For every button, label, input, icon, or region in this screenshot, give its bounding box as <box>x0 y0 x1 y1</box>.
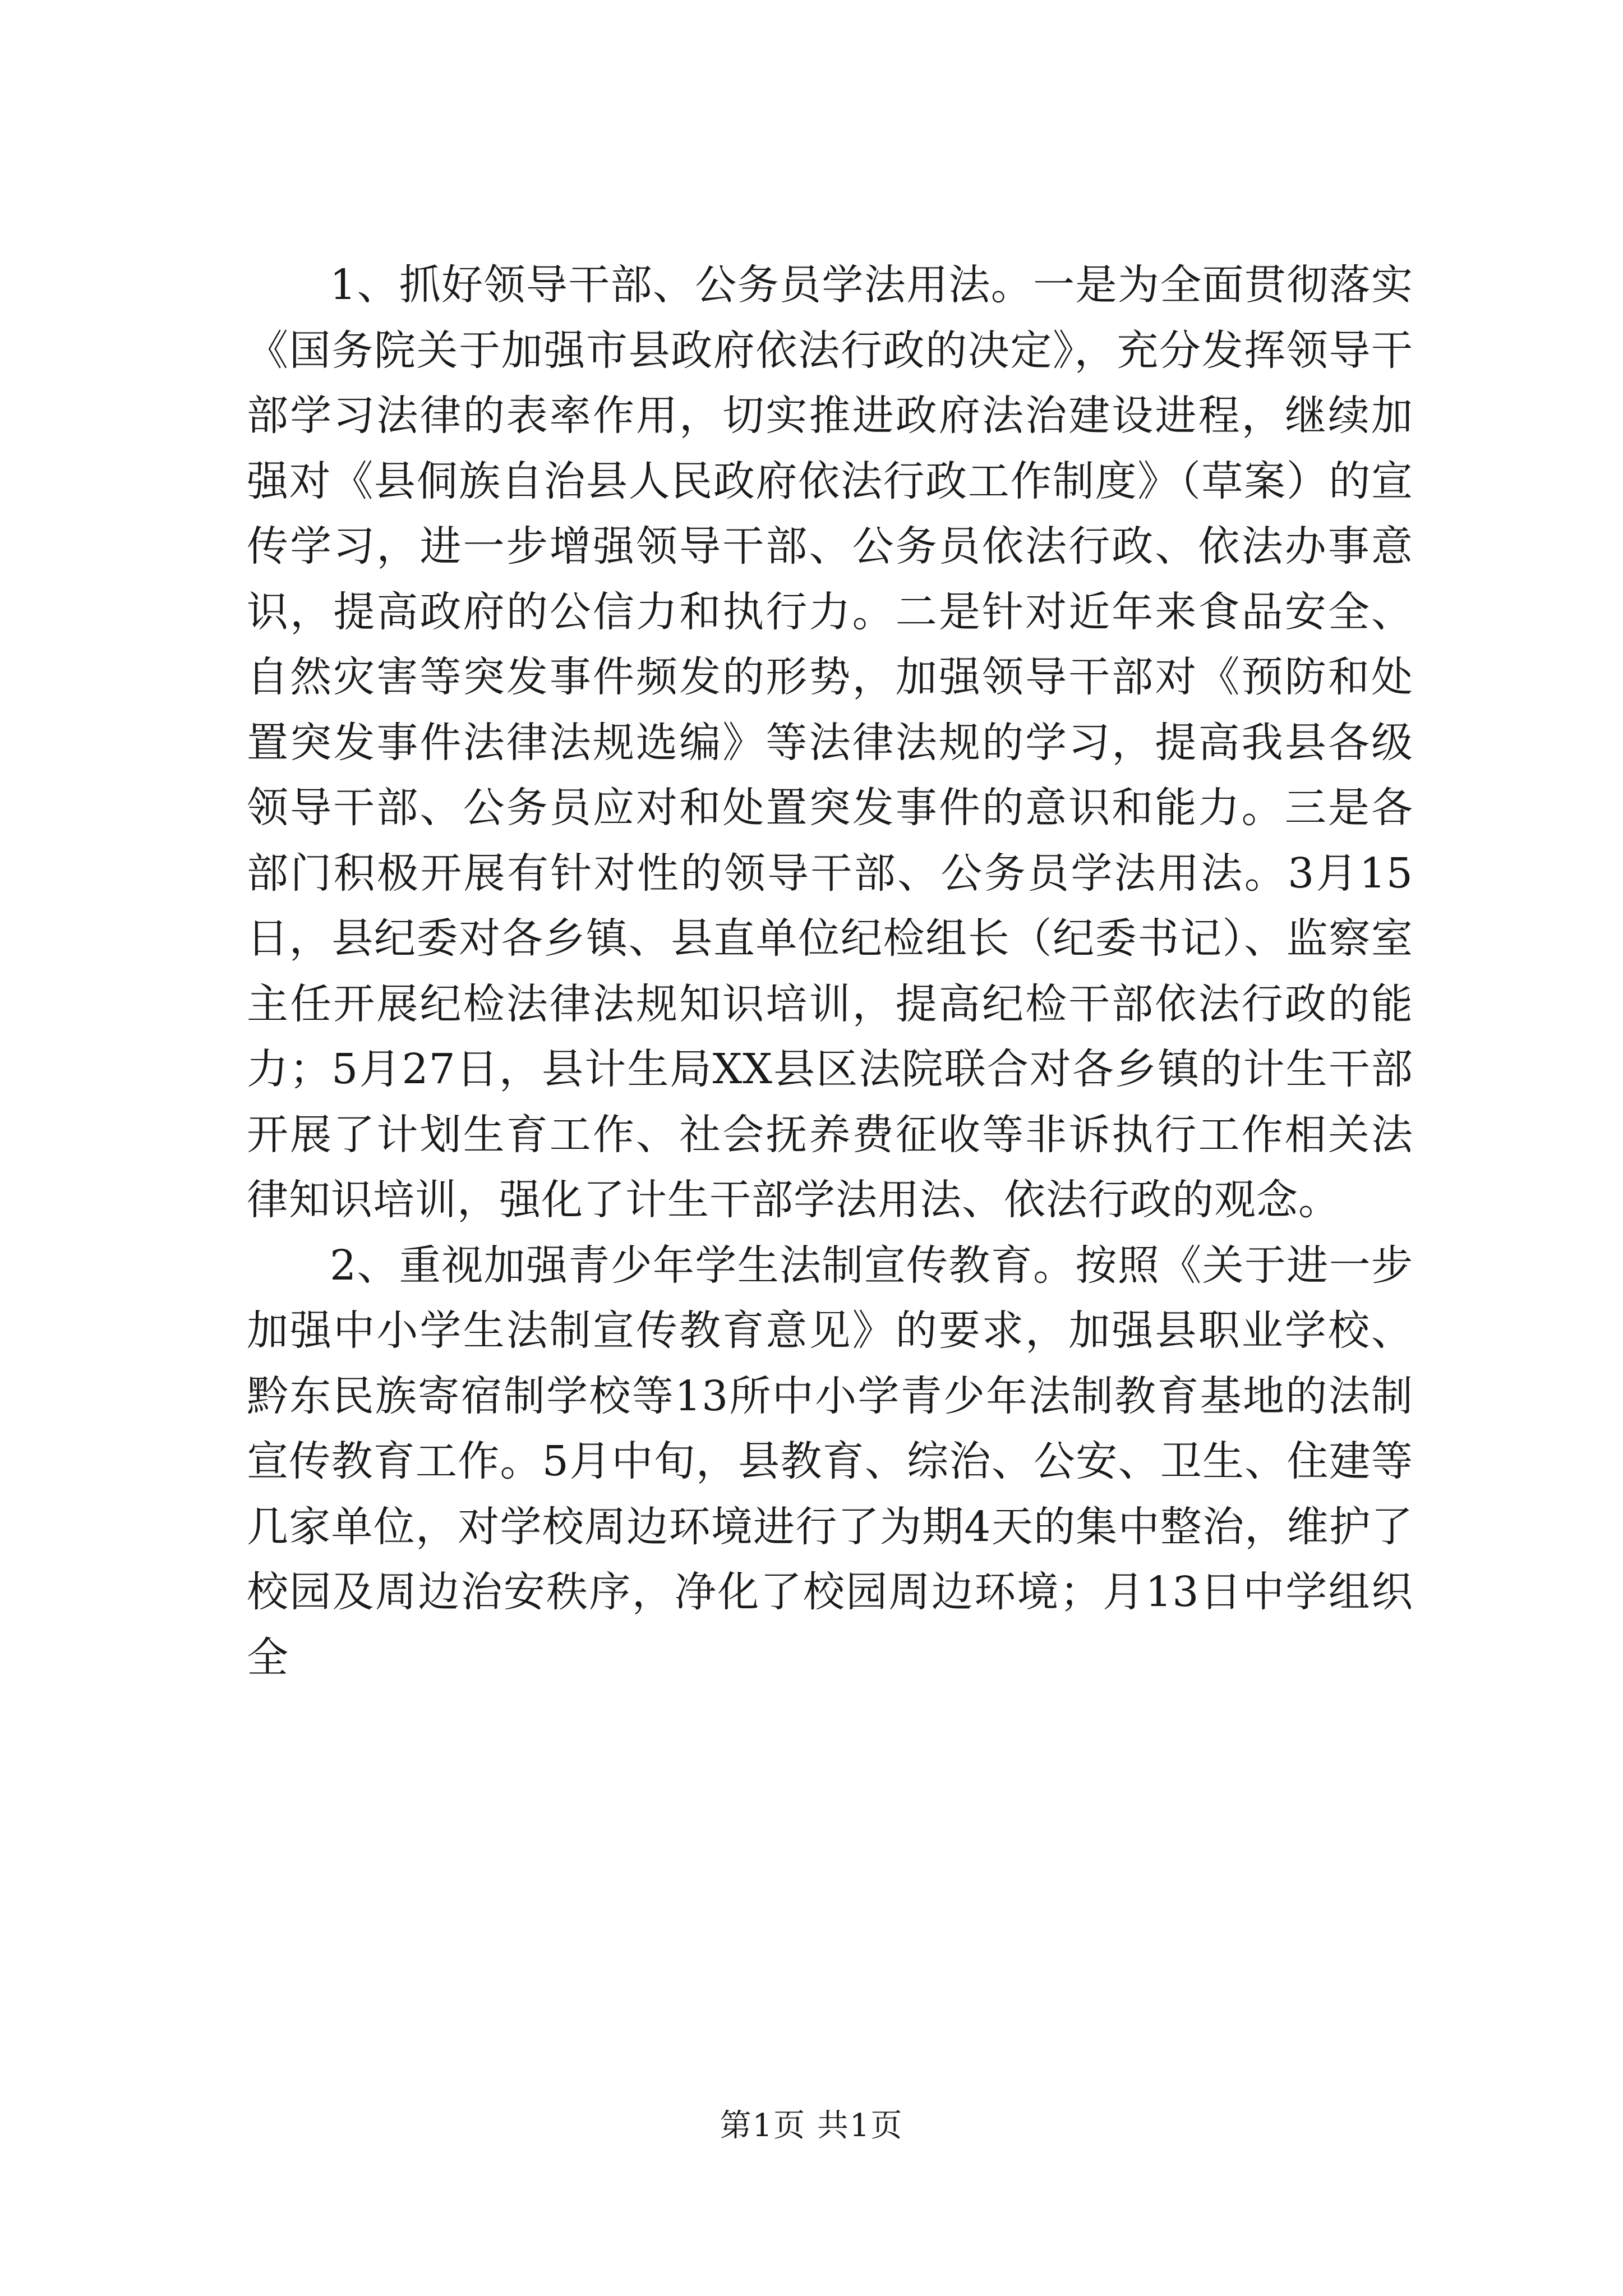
paragraph-2: 2、重视加强青少年学生法制宣传教育。按照《关于进一步加强中小学生法制宣传教育意见》的要求，加强县职业学校、黔东民族寄宿制学校等13所中小学青少年法制教育基地的法制宣传教育工作。5月中旬，县教育、综治、公安、卫生、住建等几家单位，对学校周边环境进行了为期4天的集中整治，维护了校园及周边治安秩序，净化了校园周边环境；月13日中学组织全 <box>247 1241 1413 1682</box>
document-body <box>247 252 1413 1690</box>
paragraph-1: 1、抓好领导干部、公务员学法用法。一是为全面贯彻落实《国务院关于加强市县政府依法行政的决定》，充分发挥领导干部学习法律的表率作用，切实推进政府法治建设进程，继续加强对《县侗族自治县人民政府依法行政工作制度》（草案）的宣传学习，进一步增强领导干部、公务员依法行政、依法办事意识，提高政府的公信力和执行力。二是针对近年来食品安全、自然灾害等突发事件频发的形势，加强领导干部对《预防和处置突发事件法律法规选编》等法律法规的学习，提高我县各级领导干部、公务员应对和处置突发事件的意识和能力。三是各部门积极开展有针对性的领导干部、公务员学法用法。3月15日，县纪委对各乡镇、县直单位纪检组长（纪委书记）、监察室主任开展纪检法律法规知识培训，提高纪检干部依法行政的能力；5月27日，县计生局XX县区法院联合对各乡镇的计生干部开展了计划生育工作、社会抚养费征收等非诉执行工作相关法律知识培训，强化了计生干部学法用法、依法行政的观念。 <box>247 261 1413 1224</box>
page-footer: 第1页 共1页 <box>720 2108 903 2144</box>
